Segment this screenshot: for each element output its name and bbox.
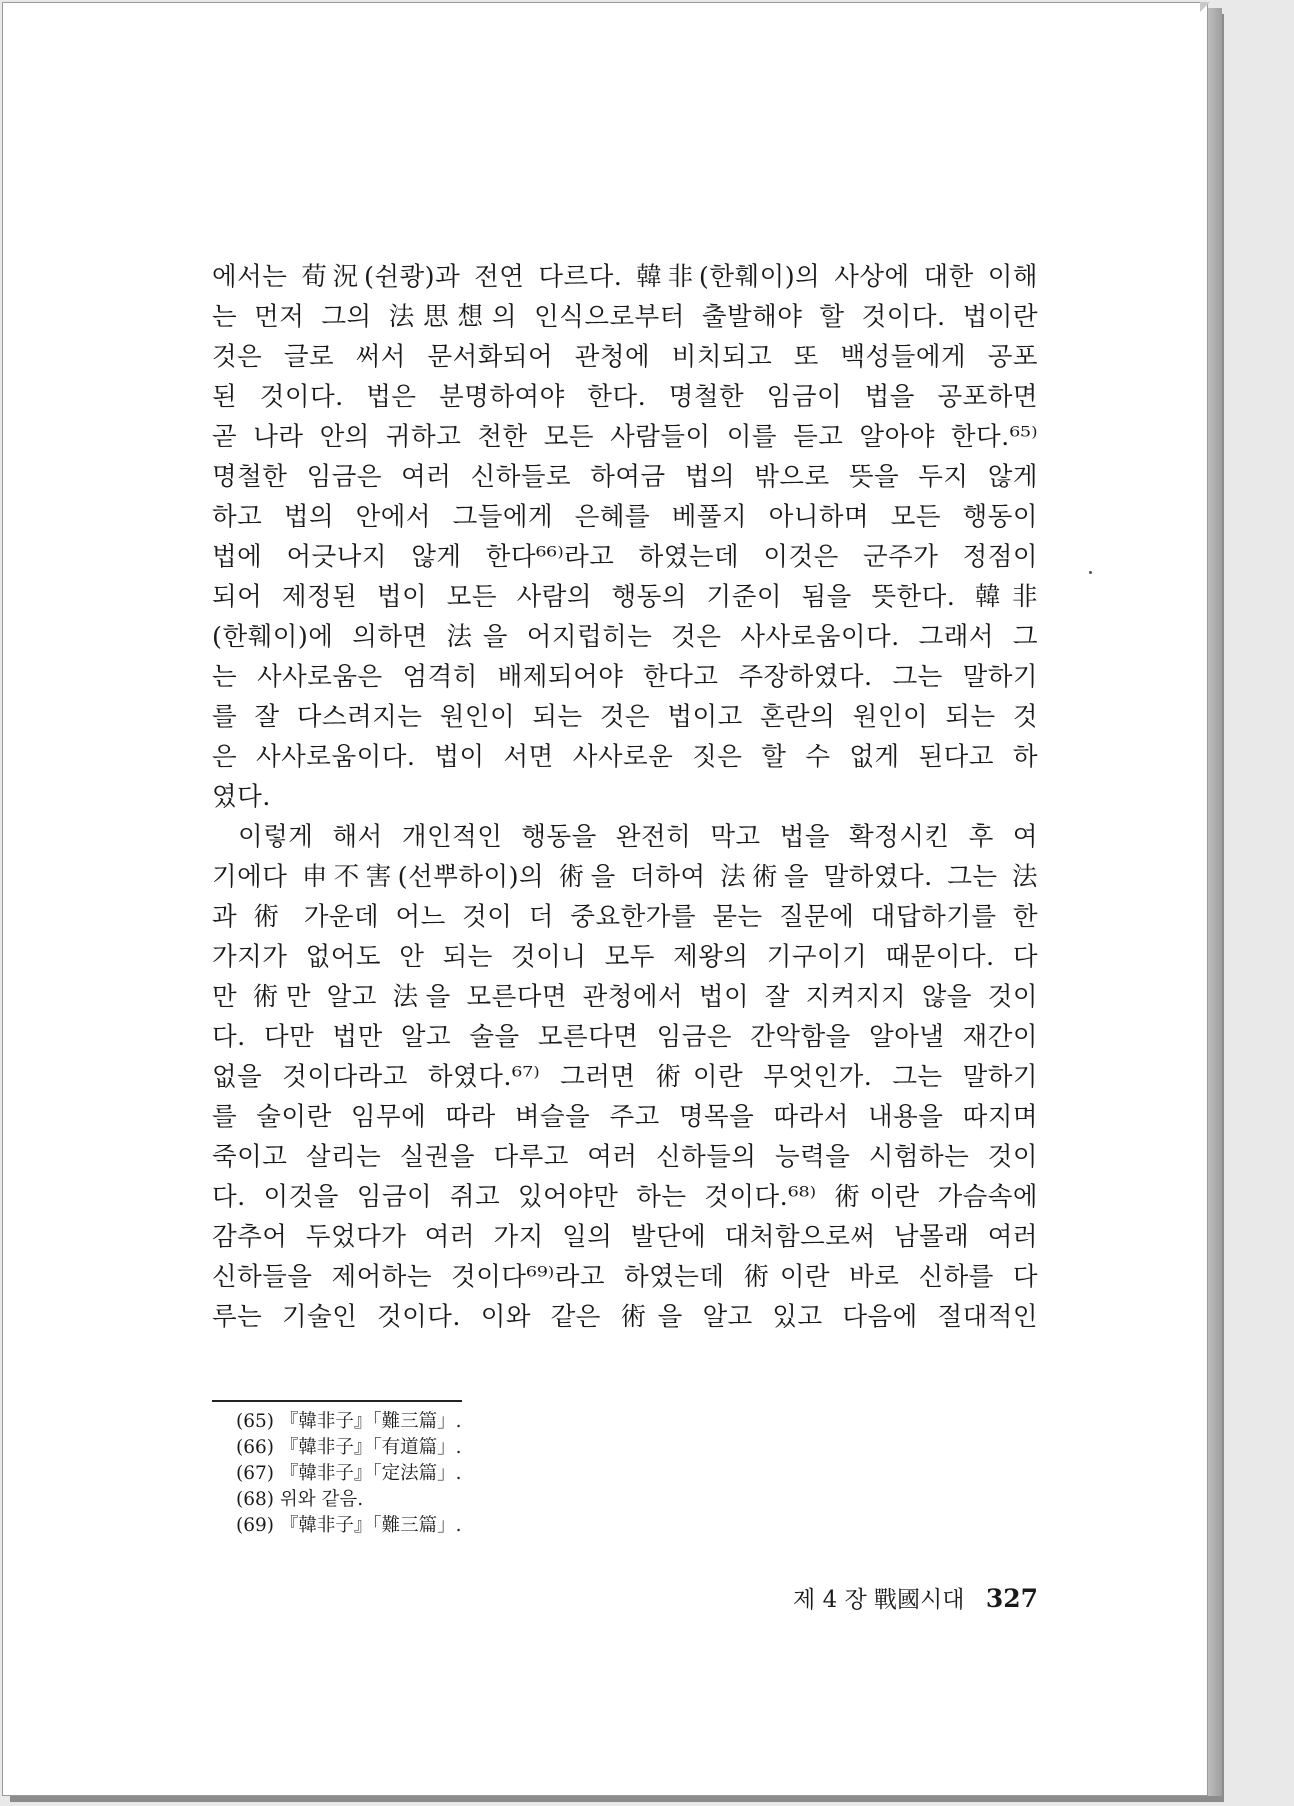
text-line: (한훼이)에 의하면 法을 어지럽히는 것은 사사로움이다. 그래서 그 <box>212 622 1038 652</box>
text-line: 법에 어긋나지 않게 한다⁶⁶⁾라고 하였는데 이것은 군주가 정점이 <box>212 542 1038 572</box>
text-line: 된 것이다. 법은 분명하여야 한다. 명철한 임금이 법을 공포하면 <box>212 382 1038 412</box>
page-footer <box>768 1584 1038 1615</box>
page-corner-fold <box>1200 2 1210 12</box>
chapter-title: 제 4 장 戰國시대 <box>793 1587 965 1613</box>
text-line: 과 術 가운데 어느 것이 더 중요한가를 묻는 질문에 대답하기를 한 <box>212 902 1038 932</box>
text-line: 신하들을 제어하는 것이다⁶⁹⁾라고 하였는데 術이란 바로 신하를 다 <box>212 1262 1038 1292</box>
text-line: 는 사사로움은 엄격히 배제되어야 한다고 주장하였다. 그는 말하기 <box>212 662 1038 692</box>
text-line: 곧 나라 안의 귀하고 천한 모든 사람들이 이를 듣고 알아야 한다.⁶⁵⁾ <box>212 422 1038 452</box>
text-line: 죽이고 살리는 실권을 다루고 여러 신하들의 능력을 시험하는 것이 <box>212 1142 1038 1172</box>
text-line: 되어 제정된 법이 모든 사람의 행동의 기준이 됨을 뜻한다. 韓非 <box>212 582 1038 612</box>
footnote-divider <box>212 1400 462 1402</box>
text-line-indented: 이렇게 해서 개인적인 행동을 완전히 막고 법을 확정시킨 후 여 <box>238 822 1038 852</box>
text-line: 없을 것이다라고 하였다.⁶⁷⁾ 그러면 術이란 무엇인가. 그는 말하기 <box>212 1062 1038 1092</box>
body-text <box>212 257 1038 1337</box>
text-line: 것은 글로 써서 문서화되어 관청에 비치되고 또 백성들에게 공포 <box>212 342 1038 372</box>
text-line: 가지가 없어도 안 되는 것이니 모두 제왕의 기구이기 때문이다. 다 <box>212 942 1038 972</box>
text-line: 였다. <box>212 782 271 812</box>
text-line: 만 術만 알고 法을 모른다면 관청에서 법이 잘 지켜지지 않을 것이 <box>212 982 1038 1012</box>
scan-speck <box>1089 571 1092 574</box>
text-line: 다. 다만 법만 알고 술을 모른다면 임금은 간악함을 알아낼 재간이 <box>212 1022 1038 1052</box>
text-line: 명철한 임금은 여러 신하들로 하여금 법의 밖으로 뜻을 두지 않게 <box>212 462 1038 492</box>
footnote-66: (66) 『韓非子』「有道篇」. <box>236 1437 462 1458</box>
footnote-69: (69) 『韓非子』「難三篇」. <box>236 1515 462 1536</box>
text-line: 루는 기술인 것이다. 이와 같은 術을 알고 있고 다음에 절대적인 <box>212 1302 1038 1332</box>
text-line: 를 잘 다스려지는 원인이 되는 것은 법이고 혼란의 원인이 되는 것 <box>212 702 1038 732</box>
text-line: 다. 이것을 임금이 쥐고 있어야만 하는 것이다.⁶⁸⁾ 術이란 가슴속에 <box>212 1182 1038 1212</box>
footnote-67: (67) 『韓非子』「定法篇」. <box>236 1463 462 1484</box>
page-number: 327 <box>985 1584 1038 1613</box>
text-line: 는 먼저 그의 法思想의 인식으로부터 출발해야 할 것이다. 법이란 <box>212 302 1038 332</box>
footnote-65: (65) 『韓非子』「難三篇」. <box>236 1411 462 1432</box>
footnotes <box>236 1409 462 1539</box>
text-line: 를 술이란 임무에 따라 벼슬을 주고 명목을 따라서 내용을 따지며 <box>212 1102 1038 1132</box>
text-line: 하고 법의 안에서 그들에게 은혜를 베풀지 아니하며 모든 행동이 <box>212 502 1038 532</box>
footnote-68: (68) 위와 같음. <box>236 1489 364 1510</box>
text-line: 은 사사로움이다. 법이 서면 사사로운 짓은 할 수 없게 된다고 하 <box>212 742 1038 772</box>
text-line: 기에다 申不害(선뿌하이)의 術을 더하여 法術을 말하였다. 그는 法 <box>212 862 1038 892</box>
page-edge <box>1208 8 1222 1796</box>
text-line: 감추어 두었다가 여러 가지 일의 발단에 대처함으로써 남몰래 여러 <box>212 1222 1038 1252</box>
text-line: 에서는 荀況(쉰쾅)과 전연 다르다. 韓非(한훼이)의 사상에 대한 이해 <box>212 262 1038 292</box>
